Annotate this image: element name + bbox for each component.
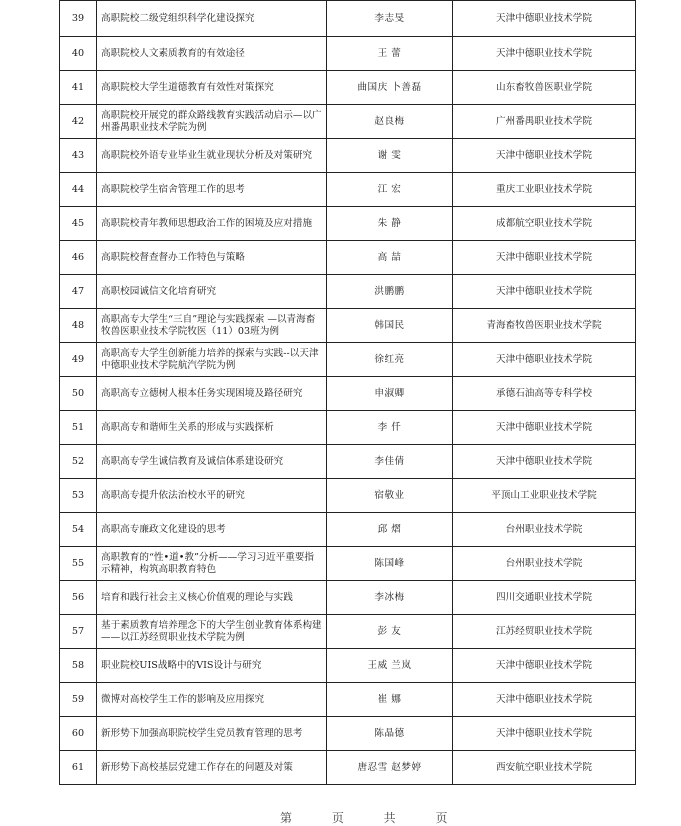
row-number: 45 bbox=[60, 207, 97, 241]
paper-author: 彭 友 bbox=[327, 615, 453, 649]
author-institution: 四川交通职业技术学院 bbox=[453, 581, 636, 615]
author-institution: 台州职业技术学院 bbox=[453, 547, 636, 581]
row-number: 60 bbox=[60, 717, 97, 751]
paper-title: 高职院校大学生道德教育有效性对策探究 bbox=[97, 71, 327, 105]
page-footer: 第 页 共 页 bbox=[280, 811, 466, 825]
author-institution: 青海畜牧兽医职业技术学院 bbox=[453, 309, 636, 343]
author-institution: 承德石油高等专科学校 bbox=[453, 377, 636, 411]
row-number: 49 bbox=[60, 343, 97, 377]
author-institution: 台州职业技术学院 bbox=[453, 513, 636, 547]
paper-title: 高职高专大学生“三自”理论与实践探索 —以青海畜牧兽医职业技术学院牧医（11）03班为例 bbox=[97, 309, 327, 343]
paper-list-table bbox=[59, 0, 636, 785]
paper-author: 陈晶德 bbox=[327, 717, 453, 751]
paper-title: 高职高专和谐师生关系的形成与实践探析 bbox=[97, 411, 327, 445]
author-institution: 天津中德职业技术学院 bbox=[453, 343, 636, 377]
table-row bbox=[60, 173, 636, 207]
row-number: 53 bbox=[60, 479, 97, 513]
paper-title: 高职高专大学生创新能力培养的探索与实践--以天津中德职业技术学院航汽学院为例 bbox=[97, 343, 327, 377]
table-row bbox=[60, 71, 636, 105]
table-row bbox=[60, 683, 636, 717]
table-row bbox=[60, 445, 636, 479]
paper-title: 高职院校学生宿舍管理工作的思考 bbox=[97, 173, 327, 207]
row-number: 48 bbox=[60, 309, 97, 343]
table-row bbox=[60, 275, 636, 309]
paper-author: 朱 静 bbox=[327, 207, 453, 241]
row-number: 61 bbox=[60, 751, 97, 785]
author-institution: 天津中德职业技术学院 bbox=[453, 139, 636, 173]
author-institution: 成都航空职业技术学院 bbox=[453, 207, 636, 241]
table-row bbox=[60, 751, 636, 785]
author-institution: 天津中德职业技术学院 bbox=[453, 411, 636, 445]
paper-title: 高职院校青年教师思想政治工作的困境及应对措施 bbox=[97, 207, 327, 241]
author-institution: 天津中德职业技术学院 bbox=[453, 37, 636, 71]
table-row bbox=[60, 411, 636, 445]
paper-title: 高职院校外语专业毕业生就业现状分析及对策研究 bbox=[97, 139, 327, 173]
author-institution: 天津中德职业技术学院 bbox=[453, 717, 636, 751]
author-institution: 天津中德职业技术学院 bbox=[453, 683, 636, 717]
row-number: 55 bbox=[60, 547, 97, 581]
table-row bbox=[60, 581, 636, 615]
table-row bbox=[60, 37, 636, 71]
table-row bbox=[60, 513, 636, 547]
paper-title: 培育和践行社会主义核心价值观的理论与实践 bbox=[97, 581, 327, 615]
paper-title: 职业院校UIS战略中的VIS设计与研究 bbox=[97, 649, 327, 683]
table-row bbox=[60, 717, 636, 751]
author-institution: 重庆工业职业技术学院 bbox=[453, 173, 636, 207]
row-number: 42 bbox=[60, 105, 97, 139]
table-row bbox=[60, 1, 636, 37]
paper-title: 微博对高校学生工作的影响及应用探究 bbox=[97, 683, 327, 717]
table-row bbox=[60, 615, 636, 649]
table-row bbox=[60, 377, 636, 411]
row-number: 58 bbox=[60, 649, 97, 683]
paper-author: 申淑卿 bbox=[327, 377, 453, 411]
paper-author: 江 宏 bbox=[327, 173, 453, 207]
paper-title: 高职院校督查督办工作特色与策略 bbox=[97, 241, 327, 275]
paper-author: 李佳倩 bbox=[327, 445, 453, 479]
paper-title: 高职高专学生诚信教育及诚信体系建设研究 bbox=[97, 445, 327, 479]
paper-author: 洪鹏鹏 bbox=[327, 275, 453, 309]
row-number: 54 bbox=[60, 513, 97, 547]
paper-author: 谢 雯 bbox=[327, 139, 453, 173]
table-row bbox=[60, 139, 636, 173]
author-institution: 平顶山工业职业技术学院 bbox=[453, 479, 636, 513]
author-institution: 天津中德职业技术学院 bbox=[453, 1, 636, 37]
paper-author: 李 仟 bbox=[327, 411, 453, 445]
table-row bbox=[60, 547, 636, 581]
paper-title: 高职院校人文素质教育的有效途径 bbox=[97, 37, 327, 71]
author-institution: 广州番禺职业技术学院 bbox=[453, 105, 636, 139]
row-number: 46 bbox=[60, 241, 97, 275]
paper-title: 基于素质教育培养理念下的大学生创业教育体系构建——以江苏经贸职业技术学院为例 bbox=[97, 615, 327, 649]
paper-title: 新形势下加强高职院校学生党员教育管理的思考 bbox=[97, 717, 327, 751]
paper-author: 赵良梅 bbox=[327, 105, 453, 139]
paper-author: 韩国民 bbox=[327, 309, 453, 343]
table-row bbox=[60, 479, 636, 513]
row-number: 50 bbox=[60, 377, 97, 411]
row-number: 57 bbox=[60, 615, 97, 649]
author-institution: 天津中德职业技术学院 bbox=[453, 649, 636, 683]
row-number: 59 bbox=[60, 683, 97, 717]
paper-author: 徐红亮 bbox=[327, 343, 453, 377]
paper-author: 李志旻 bbox=[327, 1, 453, 37]
author-institution: 江苏经贸职业技术学院 bbox=[453, 615, 636, 649]
author-institution: 天津中德职业技术学院 bbox=[453, 445, 636, 479]
row-number: 39 bbox=[60, 1, 97, 37]
row-number: 51 bbox=[60, 411, 97, 445]
paper-title: 高职校园诚信文化培育研究 bbox=[97, 275, 327, 309]
paper-author: 唐忍雪 赵梦婷 bbox=[327, 751, 453, 785]
paper-title: 高职高专提升依法治校水平的研究 bbox=[97, 479, 327, 513]
paper-author: 宿敬业 bbox=[327, 479, 453, 513]
row-number: 41 bbox=[60, 71, 97, 105]
table-row bbox=[60, 241, 636, 275]
table-row bbox=[60, 649, 636, 683]
row-number: 44 bbox=[60, 173, 97, 207]
paper-title: 高职高专廉政文化建设的思考 bbox=[97, 513, 327, 547]
paper-author: 高 喆 bbox=[327, 241, 453, 275]
table-row bbox=[60, 105, 636, 139]
row-number: 40 bbox=[60, 37, 97, 71]
author-institution: 西安航空职业技术学院 bbox=[453, 751, 636, 785]
paper-author: 李冰梅 bbox=[327, 581, 453, 615]
row-number: 56 bbox=[60, 581, 97, 615]
paper-title: 新形势下高校基层党建工作存在的问题及对策 bbox=[97, 751, 327, 785]
paper-title: 高职院校二级党组织科学化建设探究 bbox=[97, 1, 327, 37]
paper-author: 王 蕾 bbox=[327, 37, 453, 71]
table-row bbox=[60, 207, 636, 241]
author-institution: 山东畜牧兽医职业学院 bbox=[453, 71, 636, 105]
paper-author: 曲国庆 卜善磊 bbox=[327, 71, 453, 105]
table-row bbox=[60, 309, 636, 343]
author-institution: 天津中德职业技术学院 bbox=[453, 241, 636, 275]
row-number: 52 bbox=[60, 445, 97, 479]
paper-list-body bbox=[60, 1, 636, 785]
paper-title: 高职教育的“性•道•教”分析——学习习近平重要指示精神，构筑高职教育特色 bbox=[97, 547, 327, 581]
row-number: 43 bbox=[60, 139, 97, 173]
paper-author: 陈国峰 bbox=[327, 547, 453, 581]
paper-title: 高职高专立德树人根本任务实现困境及路径研究 bbox=[97, 377, 327, 411]
paper-author: 王威 兰岚 bbox=[327, 649, 453, 683]
paper-author: 邱 熠 bbox=[327, 513, 453, 547]
paper-author: 崔 娜 bbox=[327, 683, 453, 717]
paper-title: 高职院校开展党的群众路线教育实践活动启示—以广州番禺职业技术学院为例 bbox=[97, 105, 327, 139]
row-number: 47 bbox=[60, 275, 97, 309]
author-institution: 天津中德职业技术学院 bbox=[453, 275, 636, 309]
table-row bbox=[60, 343, 636, 377]
